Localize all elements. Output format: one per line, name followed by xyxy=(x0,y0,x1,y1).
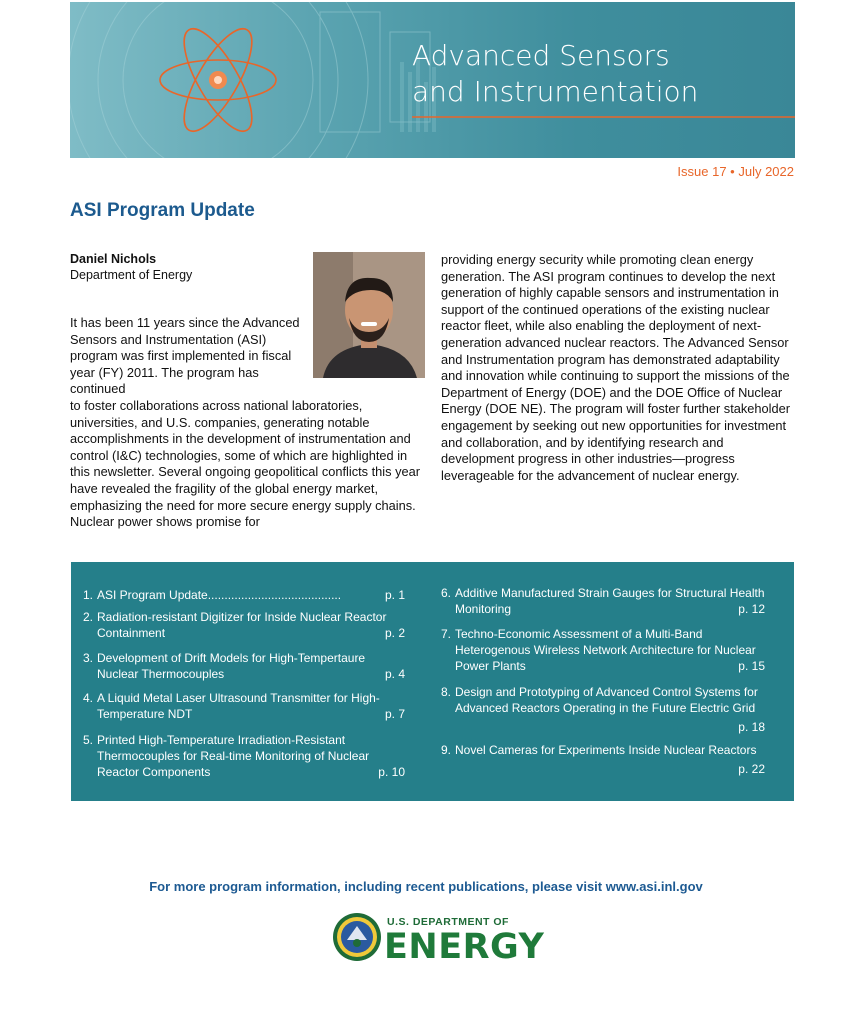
toc-item-title: Development of Drift Models for High-Tempertaure Nuclear Thermocouples xyxy=(97,651,366,681)
toc-item-title: Techno-Economic Assessment of a Multi-Band Heterogenous Wireless Network Architecture for Nuclear Power Plants xyxy=(455,627,756,673)
toc-item-number: 4. xyxy=(83,691,94,705)
toc-item-title: Additive Manufactured Strain Gauges for Structural Health Monitoring xyxy=(455,586,765,616)
toc-item[interactable] xyxy=(83,609,405,641)
toc-item[interactable] xyxy=(83,650,405,682)
toc-item-page: p. 4 xyxy=(384,667,405,681)
body-paragraph-right-column: providing energy security while promoting clean energy generation. The ASI program continues to develop the next generation of highly capable sensors and instrumentation in support of the continued operations of the existing nuclear reactor fleet, while also enabling the deployment of next-generation advanced nuclear reactors. The Advanced Sensor and Instrumentation program has demonstrated adaptability and innovation while continuing to support the missions of the Department of Energy (DOE) and the DOE Office of Nuclear Energy (DOE NE). The program will foster further stakeholder engagement by seeking out new opportunities for investment and collaboration, and by identifying research and development progress in other industries—progress leverageable for the advancement of nuclear energy. xyxy=(441,252,790,483)
toc-item-page: p. 15 xyxy=(738,659,765,673)
toc-item-page: p. 18 xyxy=(738,720,765,734)
article-title: ASI Program Update xyxy=(70,200,255,221)
toc-item-number: 6. xyxy=(441,586,452,600)
toc-item-entry: ASI Program Update........................................ p. 1 xyxy=(97,588,405,602)
newsletter-title xyxy=(412,38,698,110)
masthead-banner xyxy=(70,2,795,158)
toc-item-page: p. 7 xyxy=(384,707,405,721)
toc-item-number: 8. xyxy=(441,685,452,699)
toc-item-title: Design and Prototyping of Advanced Control Systems for Advanced Reactors Operating in the Future Electric Grid xyxy=(455,685,758,715)
toc-item-number: 5. xyxy=(83,733,94,747)
program-info-link[interactable]: For more program information, including recent publications, please visit www.asi.inl.gov xyxy=(149,879,703,894)
toc-item-title: Novel Cameras for Experiments Inside Nuclear Reactors xyxy=(455,743,757,757)
author-organization: Department of Energy xyxy=(70,268,193,282)
doe-logo-small-text: U.S. DEPARTMENT OF xyxy=(387,916,509,928)
newsletter-title-line2: and Instrumentation xyxy=(412,75,699,108)
toc-item-number: 7. xyxy=(441,627,452,641)
author-photo xyxy=(313,252,425,378)
toc-item[interactable] xyxy=(441,684,765,734)
toc-item[interactable] xyxy=(83,587,405,603)
toc-item[interactable] xyxy=(83,732,405,780)
toc-item-number: 1. xyxy=(83,588,94,602)
author-name: Daniel Nichols xyxy=(70,252,157,266)
issue-date: Issue 17 • July 2022 xyxy=(677,164,794,179)
table-of-contents xyxy=(71,562,794,801)
doe-seal-icon xyxy=(332,912,382,962)
toc-item-page: p. 10 xyxy=(378,765,405,779)
toc-item[interactable] xyxy=(441,742,765,776)
toc-item[interactable] xyxy=(83,690,405,722)
toc-item-page: p. 22 xyxy=(738,762,765,776)
doe-logo-wordmark: ENERGY xyxy=(384,927,545,967)
body-paragraph-intro: It has been 11 years since the Advanced Sensors and Instrumentation (ASI) program was first implemented in fiscal year (FY) 2011. The program has continued xyxy=(70,315,300,397)
toc-item-number: 3. xyxy=(83,651,94,665)
toc-item-title: A Liquid Metal Laser Ultrasound Transmitter for High-Temperature NDT xyxy=(97,691,380,721)
body-paragraph-continued: to foster collaborations across national laboratories, universities, and U.S. companies, generating notable accomplishments in the development of instrumentation and control (I&C) technologies, some of which are highlighted in this newsletter. Several ongoing geopolitical conflicts this year have revealed the fragility of the global energy market, emphasizing the need for more secure energy supply chains. Nuclear power shows promise for xyxy=(70,398,420,530)
toc-item-page: p. 12 xyxy=(738,602,765,616)
newsletter-title-line1: Advanced Sensors xyxy=(412,39,670,72)
toc-item-title: ASI Program Update xyxy=(97,588,208,602)
toc-item-page: p. 1 xyxy=(384,588,405,602)
toc-item[interactable] xyxy=(441,585,765,617)
toc-item-page: p. 2 xyxy=(384,626,405,640)
toc-item-title: Printed High-Temperature Irradiation-Resistant Thermocouples for Real-time Monitoring of Nuclear Reactor Components xyxy=(97,733,370,779)
toc-item-title: Radiation-resistant Digitizer for Inside Nuclear Reactor Containment xyxy=(97,610,387,640)
toc-item-number: 9. xyxy=(441,743,452,757)
toc-item[interactable] xyxy=(441,626,765,674)
toc-item-number: 2. xyxy=(83,610,94,624)
